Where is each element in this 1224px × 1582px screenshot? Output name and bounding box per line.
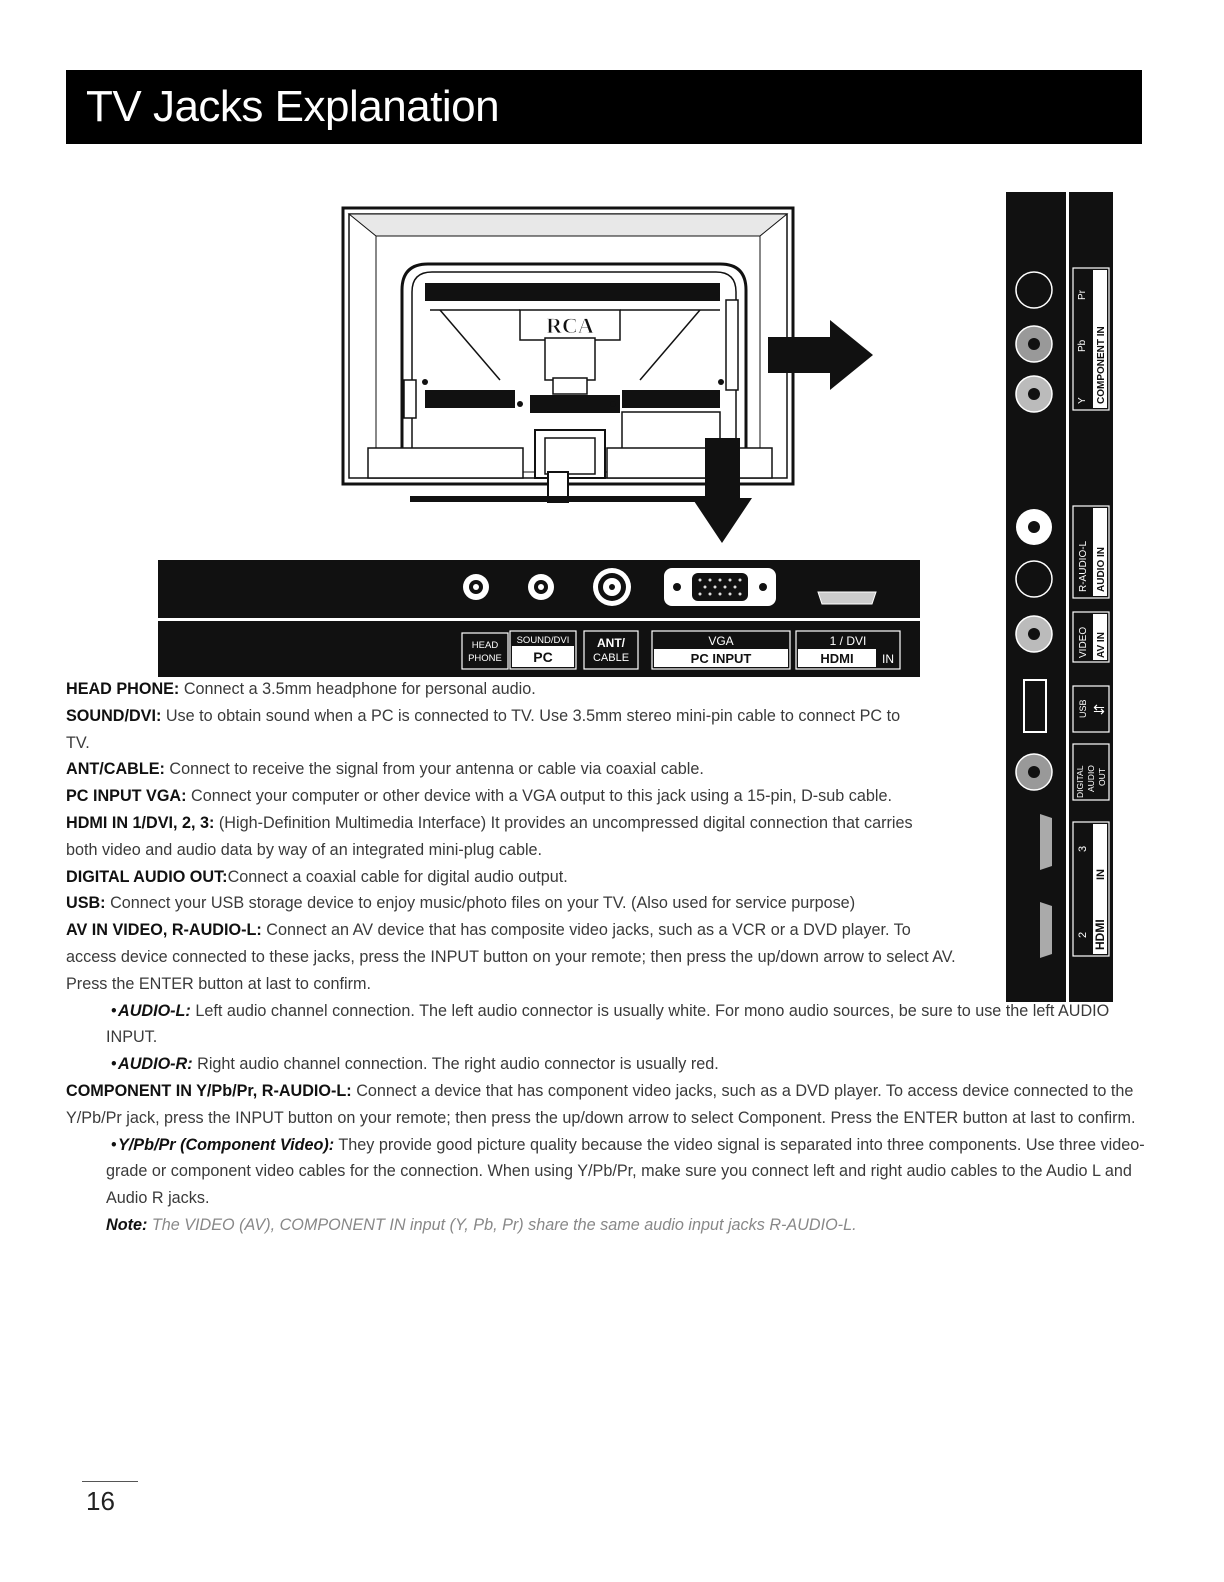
hdmi3-label: 3	[1077, 845, 1089, 852]
pc-input-label: PC INPUT	[690, 651, 752, 666]
note: Note: The VIDEO (AV), COMPONENT IN input (Y, Pb, Pr) share the same audio input jacks R-AUDIO-L.	[106, 1215, 857, 1234]
digital-audio-desc: DIGITAL AUDIO OUT:Connect a coaxial cable for digital audio output.	[66, 867, 568, 886]
video-label: VIDEO	[1078, 626, 1089, 658]
jack-descriptions	[66, 676, 1146, 1239]
hdmi-label: HDMI	[820, 651, 854, 666]
audio-out-label-2: OUT	[1097, 768, 1107, 786]
ypbpr-desc: • Y/Pb/Pr (Component Video): They provide good picture quality because the video signal is separated into three components. Use three video-grade or component video cables for the connection. When using Y/Pb/Pr, make sure you connect left and right audio cables to the Audio L and Audio R jacks.	[106, 1135, 1145, 1208]
hdmi-in-label: IN	[882, 652, 894, 666]
page-title: TV Jacks Explanation	[86, 82, 500, 131]
page-number: 16	[86, 1486, 115, 1516]
pc-input-desc: PC INPUT VGA: Connect your computer or other device with a VGA output to this jack using a 15-pin, D-sub cable.	[66, 787, 892, 806]
y-label: Y	[1077, 397, 1088, 404]
audio-in-label: AUDIO IN	[1096, 547, 1107, 592]
side-hdmi-label: HDMI	[1093, 919, 1107, 950]
page-rule	[82, 1481, 138, 1482]
hdmi-desc: HDMI IN 1/DVI, 2, 3: (High-Definition Multimedia Interface) It provides an uncompressed digital connection that carries both video and audio data by way of an integrated mini-plug cable.	[66, 813, 913, 859]
side-hdmi-in-label: IN	[1095, 869, 1107, 880]
hdmi1-port-icon	[818, 592, 876, 604]
pb-label: Pb	[1077, 339, 1088, 352]
vga-label: VGA	[708, 634, 734, 648]
dvi-label: 1 / DVI	[829, 634, 867, 648]
ant-label: ANT/	[597, 636, 625, 650]
title-bar	[66, 70, 1142, 144]
digital-label: DIGITAL	[1075, 765, 1085, 798]
sound-dvi-desc: SOUND/DVI: Use to obtain sound when a PC is connected to TV. Use 3.5mm stereo mini-pin cable to connect PC to TV.	[66, 706, 901, 752]
audio-out-label-1: AUDIO	[1086, 765, 1096, 792]
bottom-jack-panel	[158, 560, 920, 677]
hdmi2-label: 2	[1077, 931, 1089, 938]
usb-desc: USB: Connect your USB storage device to enjoy music/photo files on your TV. (Also used for service purpose)	[66, 894, 856, 913]
component-desc: COMPONENT IN Y/Pb/Pr, R-AUDIO-L: Connect a device that has component video jacks, such as a DVD player. To access device connected to the Y/Pb/Pr jack, press the INPUT button on your remote; then press the up/down arrow to select Component. Press the ENTER button at last to confirm.	[66, 1081, 1136, 1127]
brand-logo: RCA	[546, 313, 594, 338]
headphone-label-2: PHONE	[468, 653, 502, 664]
r-audio-l-label: R-AUDIO-L	[1078, 540, 1089, 592]
av-in-desc: AV IN VIDEO, R-AUDIO-L: Connect an AV device that has composite video jacks, such as a VCR or a DVD player. To access device connected to these jacks, press the INPUT button on your remote; then press the up/down arrow to select AV. Press the ENTER button at last to confirm.	[66, 921, 956, 993]
cable-label: CABLE	[592, 652, 630, 664]
usb-label: USB	[1078, 699, 1088, 718]
pr-label: Pr	[1077, 290, 1088, 300]
component-in-label: COMPONENT IN	[1096, 326, 1107, 404]
audio-r-desc: • AUDIO-R: Right audio channel connection. The right audio connector is usually red.	[111, 1055, 719, 1074]
headphone-label-1: HEAD	[471, 640, 499, 651]
usb-symbol-icon: ⇆	[1093, 701, 1105, 717]
head-phone-desc: HEAD PHONE: Connect a 3.5mm headphone for personal audio.	[66, 680, 536, 698]
av-in-label: AV IN	[1096, 632, 1107, 658]
audio-l-desc: • AUDIO-L: Left audio channel connection. The left audio connector is usually white. For mono audio sources, be sure to use the left AUDIO INPUT.	[106, 1001, 1110, 1047]
sound-dvi-label: SOUND/DVI	[516, 635, 570, 646]
pc-label: PC	[533, 649, 553, 665]
ant-cable-desc: ANT/CABLE: Connect to receive the signal from your antenna or cable via coaxial cable.	[66, 760, 704, 779]
